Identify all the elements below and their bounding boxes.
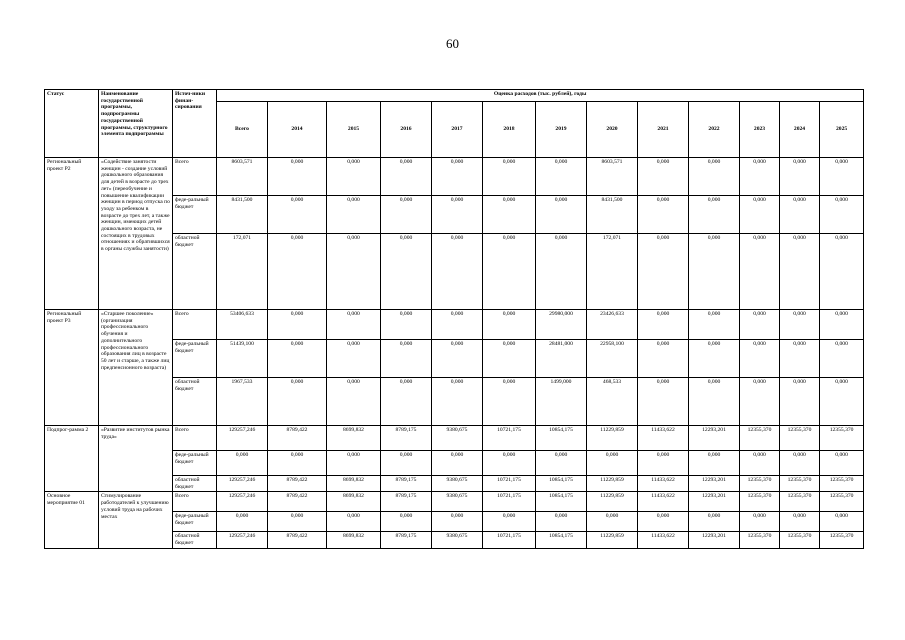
cell-source: областной бюджет — [173, 476, 217, 492]
cell-value: 10721,175 — [483, 532, 536, 548]
cell-source: феде-ральный бюджет — [173, 451, 217, 476]
cell-value: 0,000 — [820, 196, 864, 234]
cell-value: 0,000 — [327, 234, 381, 310]
cell-value: 0,000 — [268, 158, 327, 196]
cell-source: Всего — [173, 310, 217, 340]
cell-value: 51439,100 — [217, 340, 268, 378]
cell-value: 0,000 — [689, 310, 740, 340]
cell-value: 8431,500 — [217, 196, 268, 234]
cell-value: 9380,675 — [432, 492, 483, 512]
header-year: 2022 — [689, 102, 740, 158]
cell-value: 12293,201 — [689, 532, 740, 548]
cell-value: 8431,500 — [587, 196, 638, 234]
cell-value: 468,533 — [587, 378, 638, 426]
header-year: 2025 — [820, 102, 864, 158]
cell-value: 0,000 — [268, 310, 327, 340]
cell-status: Региональный проект P2 — [45, 158, 99, 310]
cell-value: 0,000 — [638, 310, 689, 340]
cell-value: 9380,675 — [432, 532, 483, 548]
cell-value: 0,000 — [327, 512, 381, 532]
cell-value: 0,000 — [268, 196, 327, 234]
cell-value: 0,000 — [740, 310, 780, 340]
cell-value: 0,000 — [536, 196, 587, 234]
cell-value: 12355,370 — [820, 476, 864, 492]
cell-value: 8789,175 — [381, 532, 432, 548]
cell-value: 0,000 — [740, 512, 780, 532]
cell-value: 0,000 — [638, 234, 689, 310]
cell-value: 8699,832 — [327, 476, 381, 492]
cell-value: 12293,201 — [689, 492, 740, 512]
cell-value: 0,000 — [780, 196, 820, 234]
cell-value: 29980,000 — [536, 310, 587, 340]
cell-value: 12355,370 — [740, 492, 780, 512]
cell-value: 0,000 — [432, 234, 483, 310]
cell-value: 0,000 — [689, 512, 740, 532]
cell-value: 129257,246 — [217, 532, 268, 548]
cell-value: 0,000 — [780, 512, 820, 532]
cell-value: 10854,175 — [536, 532, 587, 548]
cell-value: 8699,832 — [327, 492, 381, 512]
cell-value: 11433,622 — [638, 426, 689, 451]
cell-value: 10721,175 — [483, 492, 536, 512]
cell-value: 0,000 — [381, 451, 432, 476]
cell-value: 0,000 — [638, 378, 689, 426]
cell-value: 129257,246 — [217, 426, 268, 451]
cell-source: Всего — [173, 426, 217, 451]
cell-value: 129257,246 — [217, 476, 268, 492]
cell-value: 0,000 — [432, 340, 483, 378]
cell-value: 0,000 — [689, 196, 740, 234]
cell-value: 9380,675 — [432, 476, 483, 492]
cell-value: 12355,370 — [780, 476, 820, 492]
cell-value: 12355,370 — [780, 492, 820, 512]
cell-value: 11433,622 — [638, 476, 689, 492]
cell-status: Региональный проект P3 — [45, 310, 99, 426]
cell-value: 0,000 — [689, 340, 740, 378]
cell-value: 0,000 — [381, 196, 432, 234]
cell-value: 12293,201 — [689, 426, 740, 451]
cell-value: 0,000 — [780, 340, 820, 378]
cell-value: 8603,571 — [587, 158, 638, 196]
cell-value: 10854,175 — [536, 492, 587, 512]
budget-table — [44, 89, 864, 549]
cell-status: Подпрог-рамма 2 — [45, 426, 99, 492]
cell-value: 8789,422 — [268, 476, 327, 492]
cell-value: 172,071 — [587, 234, 638, 310]
cell-value: 0,000 — [483, 378, 536, 426]
cell-value: 11229,859 — [587, 492, 638, 512]
cell-value: 0,000 — [217, 451, 268, 476]
cell-value: 12293,201 — [689, 476, 740, 492]
table-header — [45, 90, 864, 158]
cell-value: 0,000 — [327, 196, 381, 234]
cell-value: 0,000 — [740, 196, 780, 234]
cell-value: 0,000 — [327, 451, 381, 476]
cell-source: феде-ральный бюджет — [173, 340, 217, 378]
cell-value: 0,000 — [381, 340, 432, 378]
header-status: Статус — [45, 90, 99, 158]
cell-value: 0,000 — [268, 340, 327, 378]
cell-value: 172,071 — [217, 234, 268, 310]
header-year: 2024 — [780, 102, 820, 158]
cell-value: 0,000 — [780, 451, 820, 476]
cell-value: 0,000 — [432, 196, 483, 234]
cell-value: 8789,422 — [268, 426, 327, 451]
header-year: 2019 — [536, 102, 587, 158]
cell-value: 8789,175 — [381, 426, 432, 451]
cell-value: 0,000 — [587, 512, 638, 532]
cell-value: 0,000 — [740, 378, 780, 426]
cell-value: 0,000 — [432, 310, 483, 340]
cell-value: 0,000 — [638, 451, 689, 476]
cell-value: 0,000 — [740, 340, 780, 378]
cell-value: 11229,859 — [587, 426, 638, 451]
cell-value: 8699,832 — [327, 532, 381, 548]
cell-value: 12355,370 — [780, 532, 820, 548]
cell-value: 12355,370 — [740, 426, 780, 451]
cell-value: 10854,175 — [536, 426, 587, 451]
cell-value: 28481,000 — [536, 340, 587, 378]
header-year: 2015 — [327, 102, 381, 158]
table-row — [45, 492, 864, 512]
header-year: 2021 — [638, 102, 689, 158]
header-budget-group: Оценка расходов (тыс. рублей), годы — [217, 90, 864, 102]
cell-value: 9380,675 — [432, 426, 483, 451]
cell-value: 0,000 — [381, 378, 432, 426]
cell-value: 129257,246 — [217, 492, 268, 512]
cell-value: 0,000 — [638, 158, 689, 196]
cell-value: 0,000 — [689, 451, 740, 476]
cell-name: «Содействие занятости женщин - создание условий дошкольного образования для детей в возрасте до трех лет» (переобучение и повышение квалификации женщин в период отпуска по уходу за ребенком в возрасте до трех лет, а также женщин, имеющих детей дошкольного возраста, не состоящих в трудовых отношениях и обратившихся в органы службы занятости) — [99, 158, 173, 310]
cell-source: феде-ральный бюджет — [173, 512, 217, 532]
cell-value: 0,000 — [381, 158, 432, 196]
table-row — [45, 310, 864, 340]
cell-value: 0,000 — [381, 512, 432, 532]
cell-value: 0,000 — [483, 158, 536, 196]
cell-value: 8603,571 — [217, 158, 268, 196]
cell-value: 0,000 — [638, 196, 689, 234]
cell-value: 0,000 — [268, 512, 327, 532]
cell-value: 0,000 — [327, 340, 381, 378]
cell-value: 0,000 — [820, 512, 864, 532]
cell-value: 11433,622 — [638, 492, 689, 512]
cell-value: 0,000 — [638, 512, 689, 532]
cell-value: 0,000 — [689, 158, 740, 196]
cell-status: Основное мероприятие 01 — [45, 492, 99, 548]
cell-value: 0,000 — [780, 310, 820, 340]
table-row — [45, 426, 864, 451]
cell-value: 53406,633 — [217, 310, 268, 340]
cell-value: 0,000 — [638, 340, 689, 378]
cell-value: 8789,422 — [268, 532, 327, 548]
cell-value: 0,000 — [820, 340, 864, 378]
cell-value: 12355,370 — [740, 476, 780, 492]
cell-value: 12355,370 — [820, 492, 864, 512]
cell-value: 0,000 — [689, 234, 740, 310]
cell-value: 12355,370 — [820, 426, 864, 451]
cell-value: 8789,422 — [268, 492, 327, 512]
cell-value: 0,000 — [820, 234, 864, 310]
cell-value: 0,000 — [820, 310, 864, 340]
cell-value: 0,000 — [740, 234, 780, 310]
cell-source: областной бюджет — [173, 532, 217, 548]
cell-value: 0,000 — [780, 234, 820, 310]
cell-value: 11433,622 — [638, 532, 689, 548]
cell-value: 0,000 — [483, 512, 536, 532]
cell-value: 1499,000 — [536, 378, 587, 426]
cell-value: 0,000 — [483, 310, 536, 340]
cell-value: 0,000 — [432, 512, 483, 532]
cell-value: 0,000 — [432, 378, 483, 426]
cell-value: 0,000 — [432, 158, 483, 196]
cell-value: 10721,175 — [483, 426, 536, 451]
cell-value: 8789,175 — [381, 492, 432, 512]
cell-value: 0,000 — [820, 451, 864, 476]
cell-value: 0,000 — [740, 158, 780, 196]
cell-value: 0,000 — [820, 158, 864, 196]
cell-value: 8699,832 — [327, 426, 381, 451]
cell-value: 0,000 — [689, 378, 740, 426]
cell-value: 0,000 — [587, 451, 638, 476]
cell-value: 11229,859 — [587, 476, 638, 492]
table-body — [45, 158, 864, 549]
cell-value: 0,000 — [327, 378, 381, 426]
cell-value: 0,000 — [483, 451, 536, 476]
cell-value: 0,000 — [820, 378, 864, 426]
cell-source: областной бюджет — [173, 378, 217, 426]
header-year: 2017 — [432, 102, 483, 158]
cell-value: 23426,633 — [587, 310, 638, 340]
cell-value: 12355,370 — [780, 426, 820, 451]
table-row — [45, 158, 864, 196]
cell-value: 0,000 — [381, 310, 432, 340]
header-year: 2018 — [483, 102, 536, 158]
cell-value: 0,000 — [536, 512, 587, 532]
cell-value: 0,000 — [740, 451, 780, 476]
cell-value: 0,000 — [536, 234, 587, 310]
cell-name: «Развитие институтов рынка труда» — [99, 426, 173, 492]
cell-value: 0,000 — [381, 234, 432, 310]
cell-value: 0,000 — [327, 158, 381, 196]
header-source: Источ-ники финан-сирования — [173, 90, 217, 158]
cell-value: 0,000 — [327, 310, 381, 340]
page-number: 60 — [446, 36, 459, 51]
cell-value: 12355,370 — [740, 532, 780, 548]
cell-name: Стимулирование работодателей к улучшению условий труда на рабочих местах — [99, 492, 173, 548]
cell-value: 0,000 — [483, 196, 536, 234]
cell-value: 12355,370 — [820, 532, 864, 548]
cell-source: феде-ральный бюджет — [173, 196, 217, 234]
cell-value: 0,000 — [268, 378, 327, 426]
cell-value: 10721,175 — [483, 476, 536, 492]
header-year: 2014 — [268, 102, 327, 158]
cell-value: 0,000 — [483, 340, 536, 378]
cell-source: областной бюджет — [173, 234, 217, 310]
header-year: Всего — [217, 102, 268, 158]
cell-value: 0,000 — [483, 234, 536, 310]
header-name: Наименование государственной программы, подпрограммы государственной программы, структурного элемента подпрограммы — [99, 90, 173, 158]
cell-value: 22958,100 — [587, 340, 638, 378]
cell-source: Всего — [173, 492, 217, 512]
cell-value: 0,000 — [432, 451, 483, 476]
header-year: 2023 — [740, 102, 780, 158]
header-year: 2020 — [587, 102, 638, 158]
cell-source: Всего — [173, 158, 217, 196]
cell-value: 0,000 — [217, 512, 268, 532]
cell-value: 11229,859 — [587, 532, 638, 548]
cell-value: 0,000 — [536, 158, 587, 196]
cell-value: 8789,175 — [381, 476, 432, 492]
cell-value: 0,000 — [536, 451, 587, 476]
header-year: 2016 — [381, 102, 432, 158]
cell-name: «Старшее поколение» (организация профессионального обучения и дополнительного профессионального образования лиц в возрасте 50 лет и старше, а также лиц предпенсионного возраста) — [99, 310, 173, 426]
cell-value: 10854,175 — [536, 476, 587, 492]
cell-value: 1967,533 — [217, 378, 268, 426]
cell-value: 0,000 — [780, 378, 820, 426]
cell-value: 0,000 — [268, 451, 327, 476]
cell-value: 0,000 — [268, 234, 327, 310]
cell-value: 0,000 — [780, 158, 820, 196]
